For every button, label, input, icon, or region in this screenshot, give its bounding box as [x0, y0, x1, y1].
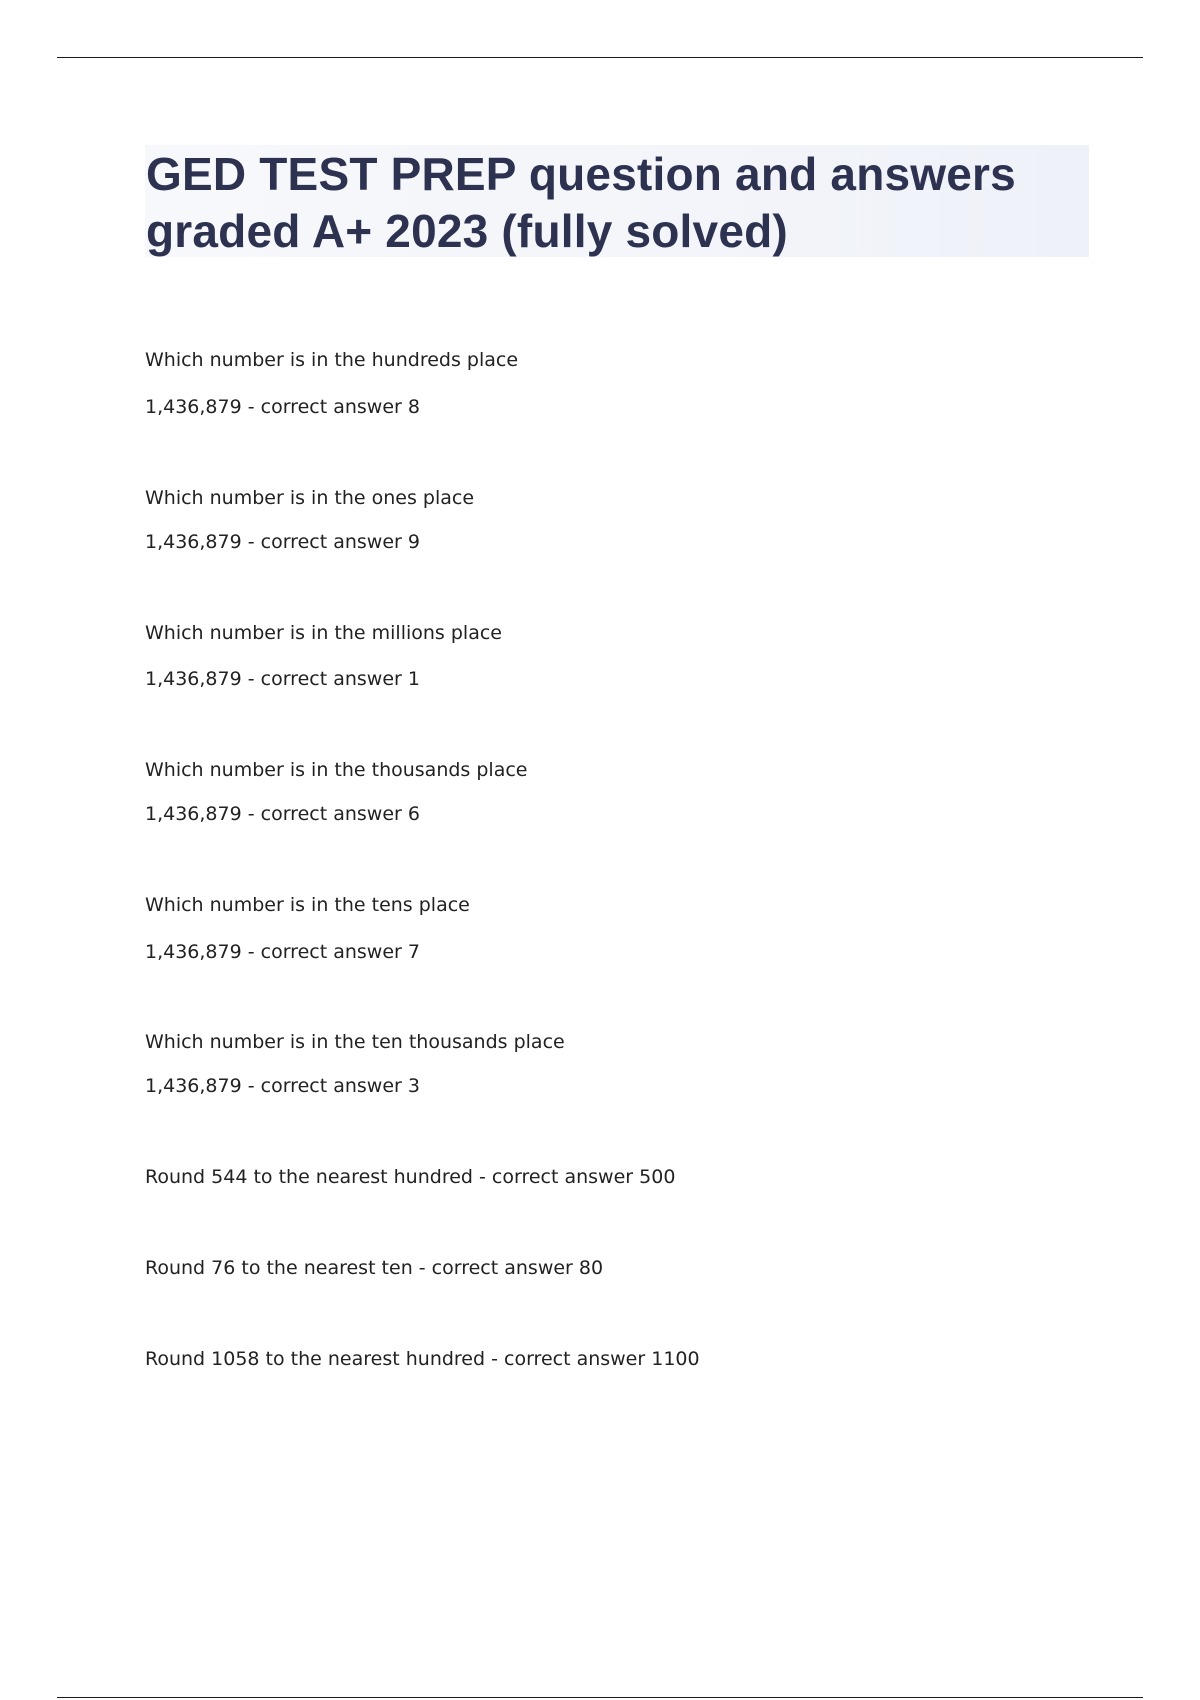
question-text: Which number is in the thousands place: [145, 759, 528, 781]
answer-text: 1,436,879 - correct answer 7: [145, 941, 420, 963]
document-title: GED TEST PREP question and answers graded A+ 2023 (fully solved): [146, 148, 1016, 257]
question-text: Which number is in the ten thousands place: [145, 1031, 565, 1053]
rounding-item: Round 76 to the nearest ten - correct answer 80: [145, 1257, 604, 1279]
rounding-item: Round 1058 to the nearest hundred - correct answer 1100: [145, 1348, 700, 1370]
answer-text: 1,436,879 - correct answer 3: [145, 1075, 420, 1097]
answer-text: 1,436,879 - correct answer 9: [145, 531, 420, 553]
question-text: Which number is in the millions place: [145, 622, 502, 644]
answer-text: 1,436,879 - correct answer 1: [145, 668, 420, 690]
top-rule: [57, 57, 1143, 58]
answer-text: 1,436,879 - correct answer 6: [145, 803, 420, 825]
question-text: Which number is in the ones place: [145, 487, 475, 509]
question-text: Which number is in the hundreds place: [145, 349, 519, 371]
rounding-item: Round 544 to the nearest hundred - correct answer 500: [145, 1166, 676, 1188]
bottom-rule: [57, 1697, 1143, 1698]
question-text: Which number is in the tens place: [145, 894, 470, 916]
answer-text: 1,436,879 - correct answer 8: [145, 396, 420, 418]
